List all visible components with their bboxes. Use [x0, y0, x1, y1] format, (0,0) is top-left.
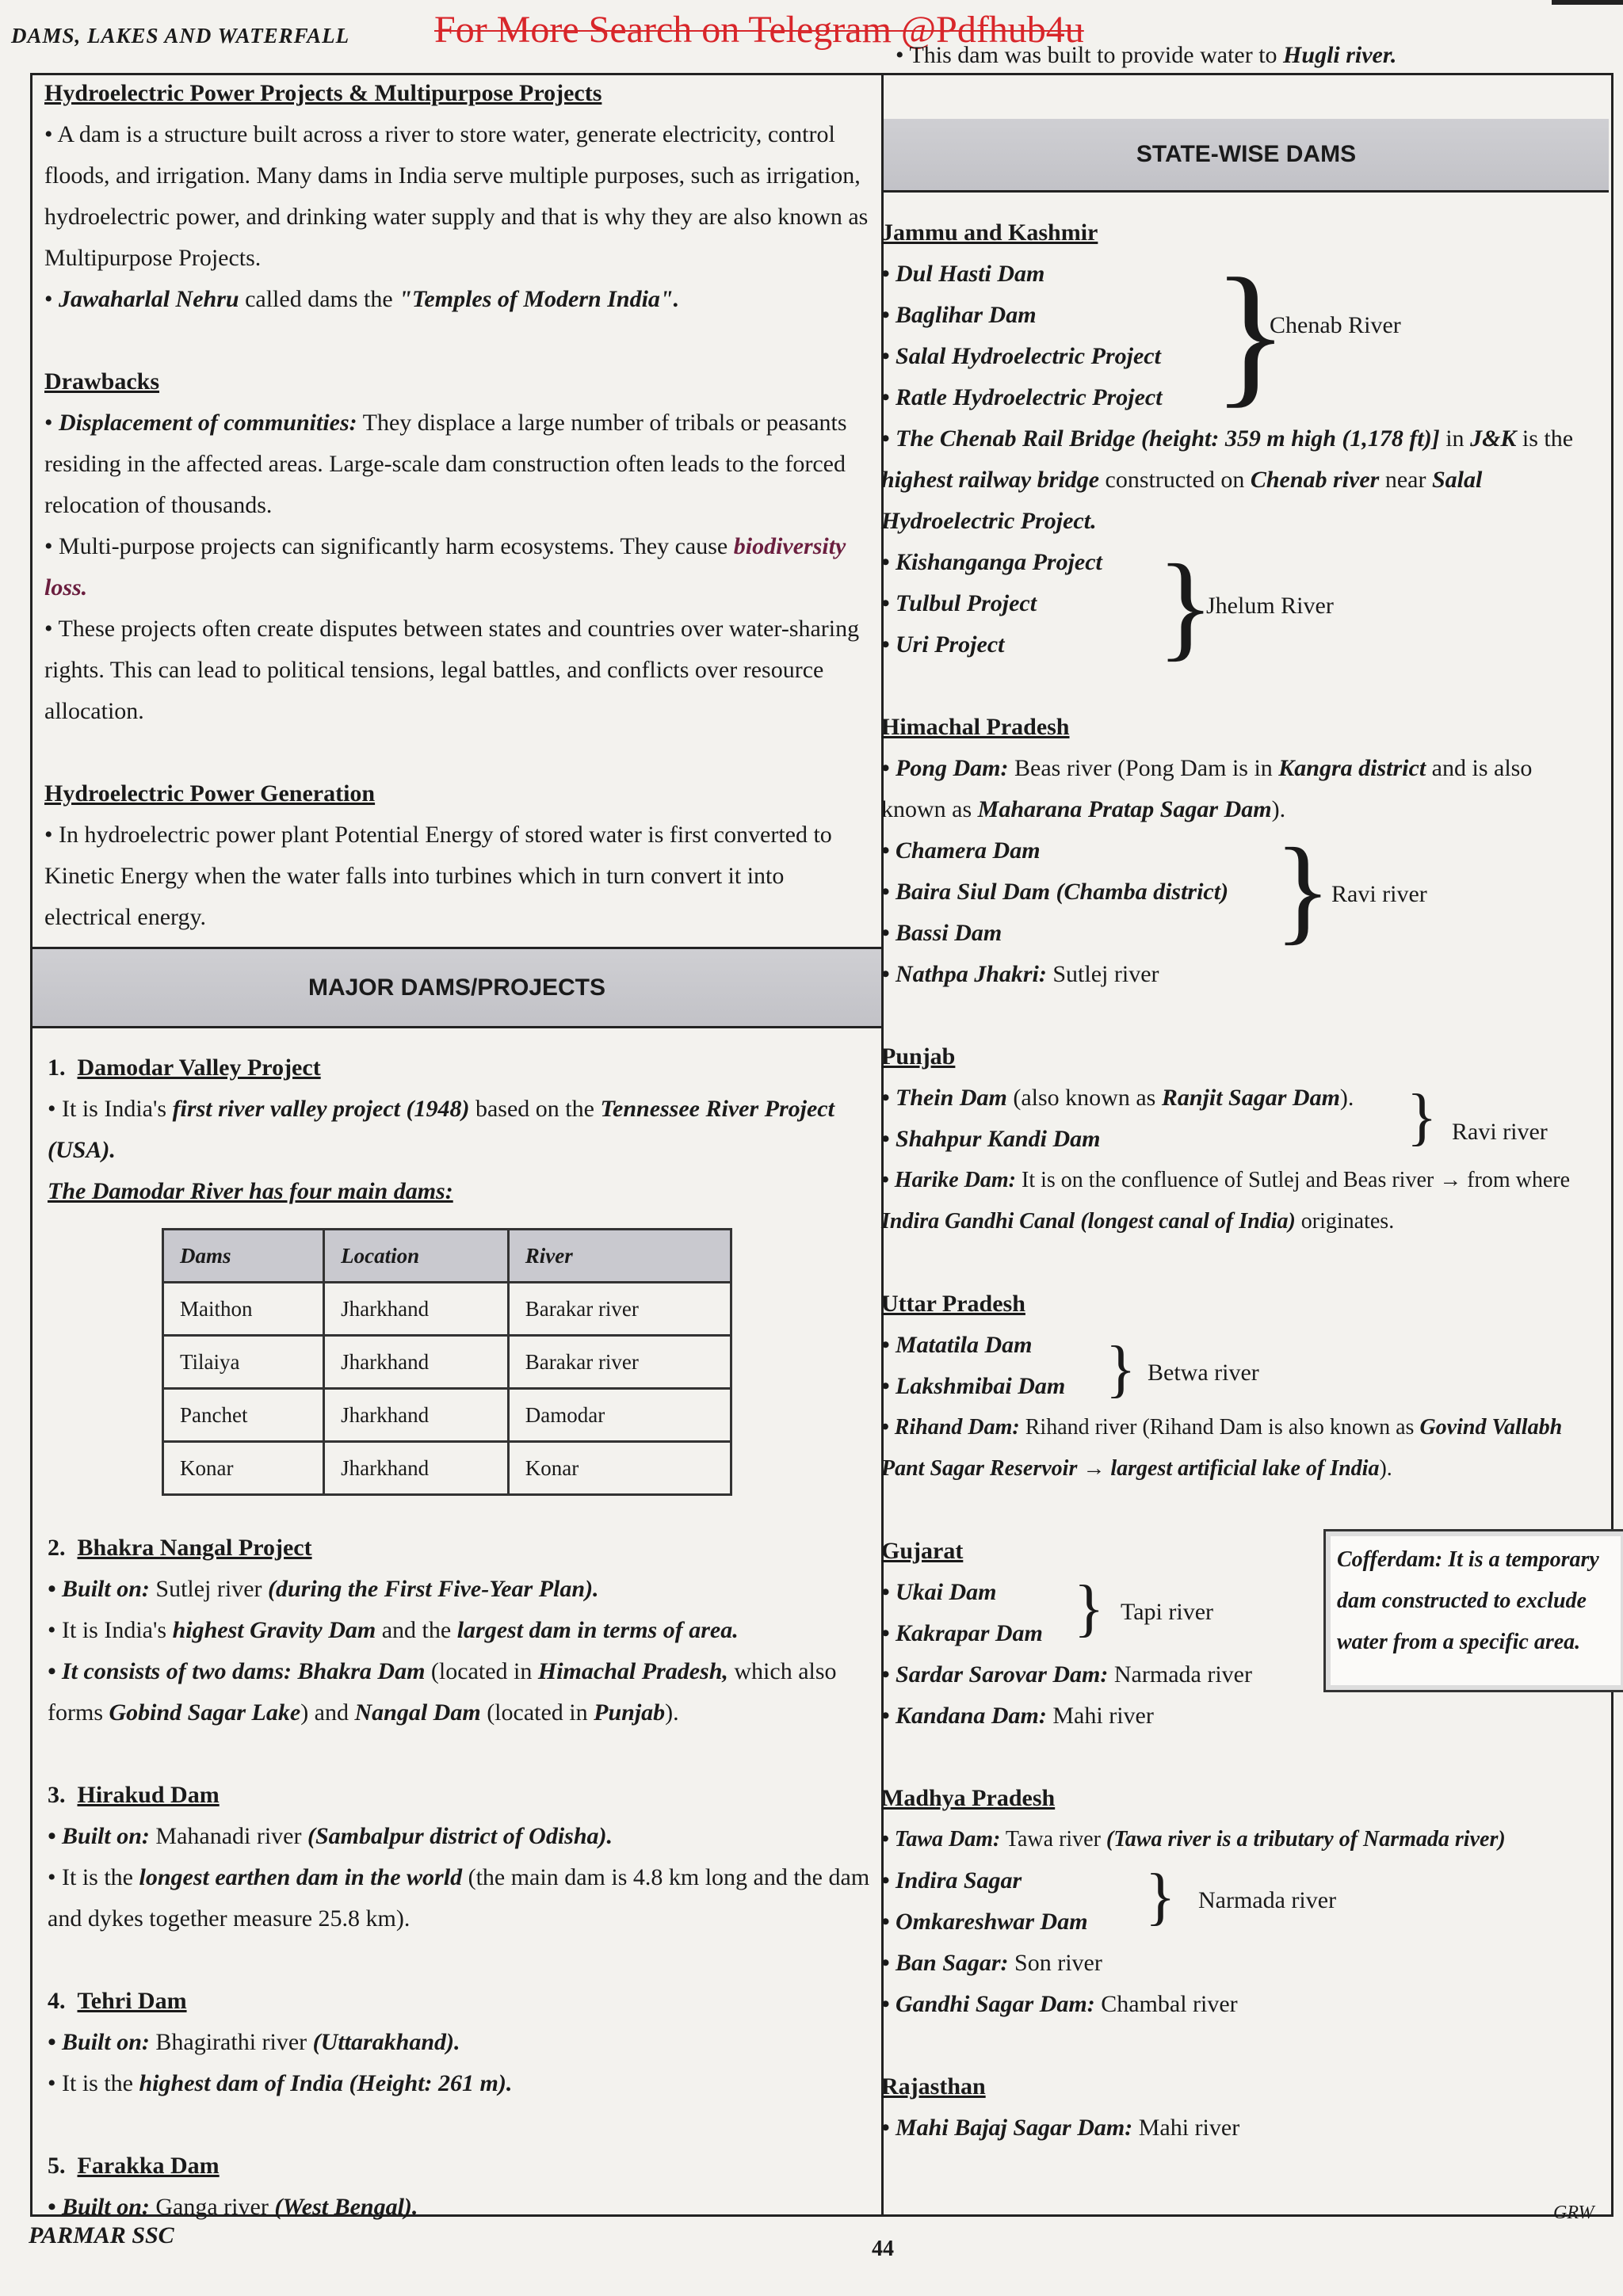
heading-punjab: Punjab: [881, 1043, 956, 1070]
right-divider-top: [884, 190, 1609, 193]
text: (Uttarakhand).: [312, 2029, 460, 2055]
cell: Panchet: [163, 1389, 324, 1442]
footer-brand: PARMAR SSC: [29, 2222, 174, 2248]
cell: Barakar river: [508, 1283, 731, 1336]
heading-gujarat: Gujarat: [881, 1538, 964, 1564]
text: ).: [1271, 796, 1286, 822]
text: Indira Gandhi Canal (longest canal of India): [881, 1209, 1296, 1234]
para-disputes: • These projects often create disputes between states and countries over water-sharing rights. This can lead to political tensions, legal battles, and conflicts over resource allocation.: [44, 616, 860, 724]
para-nehru: [44, 279, 869, 320]
river-label: Narmada river: [1198, 1887, 1337, 1913]
jk-item: • Baglihar Dam: [881, 302, 1037, 328]
text: Ranjit Sagar Dam: [1161, 1085, 1340, 1111]
item-number: 1.: [48, 1055, 66, 1081]
item-hirakud: [48, 1775, 872, 1816]
brace-icon: }: [1274, 824, 1331, 955]
first-project: first river valley project (1948): [172, 1096, 470, 1122]
text: and is also known: [881, 755, 1533, 822]
text: (located in: [425, 1658, 538, 1684]
text: highest dam of India (Height: 261 m).: [139, 2070, 513, 2096]
para-ecosystem: [44, 526, 869, 608]
para-displacement: [44, 402, 869, 526]
jk-item: • Dul Hasti Dam: [881, 261, 1045, 287]
text: (also known as: [1006, 1085, 1162, 1111]
cell: Maithon: [163, 1283, 324, 1336]
text: • Kandana Dam:: [881, 1703, 1047, 1729]
text: • Ban Sagar:: [881, 1950, 1009, 1976]
damodar-table: [162, 1228, 732, 1496]
left-intro: [44, 73, 869, 938]
text: (Sambalpur district of Odisha).: [307, 1823, 613, 1849]
text: J&K: [1470, 425, 1517, 452]
text: Project.: [1020, 508, 1097, 534]
text: which also forms: [48, 1658, 837, 1726]
item-farakka: [48, 2145, 872, 2187]
item-bhakra: [48, 1527, 872, 1569]
text: (the main dam is 4.8 km long and the dam and dykes together measure 25.8 km).: [48, 1864, 870, 1932]
text: Mahi river: [1046, 1703, 1154, 1729]
text: Chambal river: [1094, 1991, 1238, 2017]
table-row: [163, 1336, 731, 1389]
item-number: 4.: [48, 1988, 66, 2014]
text: • Thein Dam: [881, 1085, 1007, 1111]
text: called dams the: [239, 286, 399, 312]
para-generation: • In hydroelectric power plant Potential Energy of stored water is first converted to Kinetic Energy when the water falls into turbines which in turn convert it into electrical energy.: [44, 822, 832, 930]
mp-item: • Indira Sagar: [881, 1867, 1022, 1894]
text: Maharana Pratap Sagar Dam: [977, 796, 1272, 822]
heading-hydro-projects: Hydroelectric Power Projects & Multipurpose Projects: [44, 80, 602, 106]
heading-jk: Jammu and Kashmir: [881, 219, 1098, 246]
jk-item: • Uri Project: [881, 631, 1005, 658]
table-row: [163, 1283, 731, 1336]
text: Govind Vallabh: [1419, 1415, 1563, 1440]
heading-hp: Himachal Pradesh: [881, 714, 1070, 740]
heading-mp: Madhya Pradesh: [881, 1785, 1056, 1811]
text: • The Chenab Rail Bridge (height: 359 m high (1,178 ft)]: [881, 425, 1440, 452]
text: • This dam was built to provide water to: [896, 42, 1284, 68]
punjab-item: • Shahpur Kandi Dam: [881, 1126, 1101, 1152]
label: • Built on:: [48, 1823, 150, 1849]
river-label: Ravi river: [1331, 881, 1427, 907]
heading-power-generation: Hydroelectric Power Generation: [44, 780, 376, 807]
text: • It is India's: [48, 1096, 173, 1122]
nathpa: [881, 954, 1598, 995]
text: Punjab: [594, 1699, 666, 1726]
text: They displace a large number of tribals or peasants residing in the affected areas. Large-scale dam construction often leads to the forced relocation of thousands.: [44, 410, 847, 518]
text: • Sardar Sarovar Dam:: [881, 1661, 1109, 1688]
cell: Jharkhand: [324, 1336, 509, 1389]
item-number: 5.: [48, 2153, 66, 2179]
mahi-bajaj: [881, 2107, 1598, 2149]
table-row: [163, 1442, 731, 1495]
text: Chenab river: [1250, 467, 1380, 493]
text: • It is the: [48, 1864, 139, 1890]
temples-quote: "Temples of Modern India".: [399, 286, 680, 312]
state-wise-list: [881, 212, 1598, 2149]
nehru-name: Jawaharlal Nehru: [59, 286, 239, 312]
cell: Konar: [508, 1442, 731, 1495]
heading-rajasthan: Rajasthan: [881, 2073, 986, 2100]
cell: Damodar: [508, 1389, 731, 1442]
text: • Nathpa Jhakri:: [881, 961, 1047, 987]
brace-icon: }: [1074, 1573, 1105, 1643]
heading-up: Uttar Pradesh: [881, 1291, 1025, 1317]
telegram-banner: For More Search on Telegram @Pdfhub4u: [434, 9, 1084, 51]
jk-item: • Salal Hydroelectric Project: [881, 343, 1161, 369]
hp-item: • Bassi Dam: [881, 920, 1002, 946]
cell: Barakar river: [508, 1336, 731, 1389]
col-dams: Dams: [163, 1230, 324, 1283]
river-label: Ravi river: [1452, 1119, 1548, 1145]
bullet: •: [44, 410, 59, 436]
table-row: [163, 1389, 731, 1442]
text: in: [1439, 425, 1471, 452]
text: highest railway bridge: [881, 467, 1100, 493]
text: • Mahi Bajaj Sagar Dam:: [881, 2115, 1133, 2141]
jk-item: • Ratle Hydroelectric Project: [881, 384, 1163, 410]
item-number: 2.: [48, 1535, 66, 1561]
river-label: Betwa river: [1148, 1360, 1259, 1386]
tawa-dam: [881, 1819, 1598, 1860]
section-title: DAMS, LAKES AND WATERFALL: [11, 24, 350, 48]
left-divider-bottom: [30, 1026, 883, 1028]
text: • It is India's: [48, 1617, 173, 1643]
item-tehri: [48, 1981, 872, 2022]
text: constructed on: [1099, 467, 1251, 493]
text: • Pong Dam:: [881, 755, 1009, 781]
bhakra-two-dams: [48, 1651, 872, 1733]
hirakud-longest: [48, 1857, 872, 1939]
text: Mahi river: [1132, 2115, 1240, 2141]
cofferdam-note: Cofferdam: It is a temporary dam constructed to exclude water from a specific area.: [1323, 1529, 1623, 1692]
label: • Built on:: [48, 2029, 150, 2055]
text: ) and: [300, 1699, 355, 1726]
hp-item: • Chamera Dam: [881, 837, 1041, 864]
major-dams-band: MAJOR DAMS/PROJECTS: [32, 949, 881, 1026]
label: • Built on:: [48, 1576, 150, 1602]
up-item: • Lakshmibai Dam: [881, 1373, 1066, 1399]
text: (Tawa river is a tributary of Narmada river): [1106, 1827, 1506, 1852]
text: It is on the confluence of Sutlej and Beas river → from where: [1016, 1168, 1571, 1192]
cell: Jharkhand: [324, 1442, 509, 1495]
gj-item: • Ukai Dam: [881, 1579, 997, 1605]
text: • Multi-purpose projects can significantly harm ecosystems. They cause: [44, 533, 734, 559]
brace-icon: }: [1145, 1862, 1176, 1932]
tehri-built: [48, 2022, 872, 2063]
cell: Jharkhand: [324, 1283, 509, 1336]
text: Himachal Pradesh,: [537, 1658, 728, 1684]
river-label: Jhelum River: [1206, 593, 1334, 619]
jk-item: • Tulbul Project: [881, 590, 1037, 616]
gandhi-sagar: [881, 1984, 1598, 2025]
text: Gobind Sagar Lake: [109, 1699, 301, 1726]
brace-icon: }: [1157, 540, 1214, 672]
label: • Built on:: [48, 2194, 150, 2220]
text: Narmada river: [1108, 1661, 1252, 1688]
jk-item: • Kishanganga Project: [881, 549, 1102, 575]
text: as: [952, 796, 978, 822]
cell: Konar: [163, 1442, 324, 1495]
state-wise-band: STATE-WISE DAMS: [884, 119, 1609, 190]
damodar-detail: [48, 1089, 872, 1171]
text: Nangal Dam: [354, 1699, 481, 1726]
river-label: Chenab River: [1270, 312, 1401, 338]
text: • Tawa Dam:: [881, 1827, 1001, 1852]
chenab-bridge: [881, 418, 1598, 542]
text: Pant Sagar Reservoir → largest artificial lake of India: [881, 1456, 1380, 1481]
hugli: Hugli river.: [1283, 42, 1397, 68]
text: longest earthen dam in the world: [139, 1864, 463, 1890]
river-label: Tapi river: [1121, 1599, 1214, 1625]
text: • It is the: [48, 2070, 139, 2096]
footer-mark: GRW: [1553, 2203, 1594, 2223]
text: Kangra district: [1278, 755, 1426, 781]
biodiversity-term: biodiversity loss.: [44, 533, 846, 601]
up-item: • Matatila Dam: [881, 1332, 1033, 1358]
text: Rihand river (Rihand Dam is also known as: [1019, 1415, 1420, 1440]
tennessee: Tennessee River Project (USA).: [48, 1096, 834, 1163]
page-number: 44: [872, 2237, 894, 2261]
text: near: [1379, 467, 1432, 493]
tehri-highest: [48, 2063, 872, 2104]
text: Ganga river: [149, 2194, 275, 2220]
gj-item: • Kakrapar Dam: [881, 1620, 1043, 1646]
mp-item: • Omkareshwar Dam: [881, 1909, 1088, 1935]
brace-icon: }: [1212, 246, 1289, 421]
bhakra-built: [48, 1569, 872, 1610]
right-top-line: [896, 35, 1593, 76]
text: Salal Hydroelectric: [881, 467, 1483, 534]
text: Son river: [1008, 1950, 1102, 1976]
item-title: Farakka Dam: [77, 2153, 220, 2179]
text: Sutlej river: [149, 1576, 269, 1602]
brace-icon: }: [1106, 1334, 1136, 1404]
text: and the: [376, 1617, 457, 1643]
major-dams-list: [48, 1047, 872, 2228]
text: is the: [1516, 425, 1574, 452]
harike-dam: [881, 1160, 1598, 1242]
text: (located in: [480, 1699, 594, 1726]
pong-dam: [881, 748, 1598, 830]
item-damodar: [48, 1047, 872, 1089]
thein-dam: [881, 1077, 1598, 1119]
col-location: Location: [324, 1230, 509, 1283]
heading-drawbacks: Drawbacks: [44, 368, 160, 395]
ban-sagar: [881, 1943, 1598, 1984]
bhakra-gravity: [48, 1610, 872, 1651]
kandana: [881, 1695, 1598, 1737]
text: largest dam in terms of area.: [456, 1617, 739, 1643]
item-number: 3.: [48, 1782, 66, 1808]
item-title: Hirakud Dam: [77, 1782, 220, 1808]
text: Sutlej river: [1046, 961, 1159, 987]
text: Tawa river: [1000, 1827, 1106, 1852]
text: (West Bengal).: [274, 2194, 418, 2220]
text: • Harike Dam:: [881, 1168, 1017, 1192]
cell: Tilaiya: [163, 1336, 324, 1389]
para-dam-definition: • A dam is a structure built across a river to store water, generate electricity, control floods, and irrigation. Many dams in India serve multiple purposes, such as irrigation, hydroelectric power, and drinking water supply and that is why they are also known as Multipurpose Projects.: [44, 121, 869, 271]
text: • Gandhi Sagar Dam:: [881, 1991, 1095, 2017]
text: • Rihand Dam:: [881, 1415, 1020, 1440]
text: Mahanadi river: [149, 1823, 307, 1849]
hugli-line: [896, 35, 1593, 76]
hirakud-built: [48, 1816, 872, 1857]
cell: Jharkhand: [324, 1389, 509, 1442]
bullet: •: [44, 286, 59, 312]
rihand-dam: [881, 1407, 1598, 1489]
table-header-row: [163, 1230, 731, 1283]
text: (during the First Five-Year Plan).: [268, 1576, 599, 1602]
text: originates.: [1295, 1209, 1395, 1234]
text: • It consists of two dams: Bhakra Dam: [48, 1658, 426, 1684]
text: highest Gravity Dam: [172, 1617, 376, 1643]
text: Bhagirathi river: [149, 2029, 313, 2055]
text: Beas river (Pong Dam is in: [1008, 755, 1279, 781]
damodar-subhead: The Damodar River has four main dams:: [48, 1178, 453, 1204]
displacement-term: Displacement of communities:: [59, 410, 357, 436]
item-title: Damodar Valley Project: [77, 1055, 321, 1081]
col-river: River: [508, 1230, 731, 1283]
hp-item: • Baira Siul Dam (Chamba district): [881, 879, 1229, 905]
text: based on the: [469, 1096, 601, 1122]
brace-icon: }: [1407, 1082, 1438, 1152]
text: ).: [1379, 1456, 1392, 1481]
item-title: Bhakra Nangal Project: [77, 1535, 312, 1561]
text: ).: [665, 1699, 679, 1726]
text: ).: [1339, 1085, 1354, 1111]
item-title: Tehri Dam: [77, 1988, 187, 2014]
